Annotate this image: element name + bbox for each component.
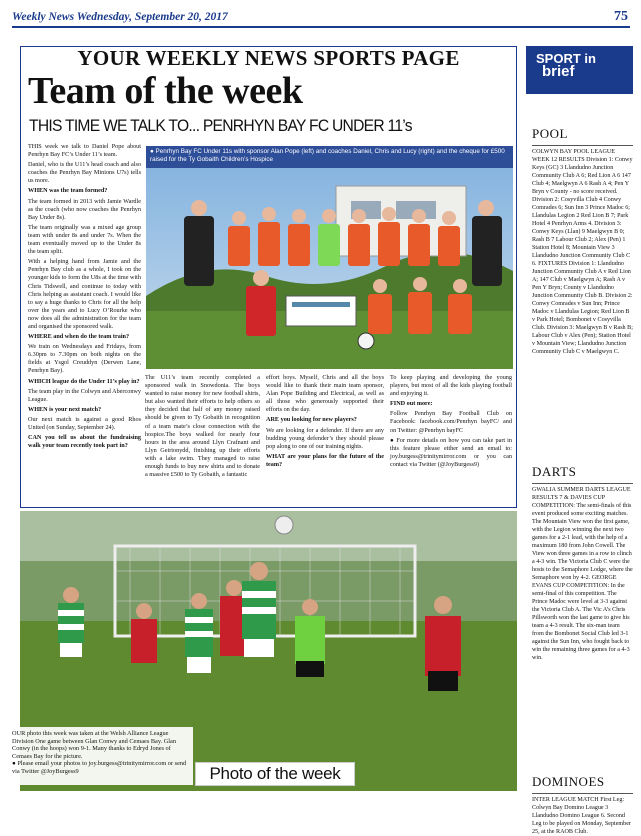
match-photo-caption bbox=[8, 727, 193, 785]
article-column-4 bbox=[390, 374, 512, 504]
article-paragraph: The team formed in 2013 with Jamie Wardle as the coach (who now coaches the Penrhyn Bay Under 8s). bbox=[28, 197, 141, 221]
team-photo-caption: ● Penrhyn Bay FC Under 11s with sponsor Alan Pope (left) and coaches Daniel, Chris and Lucy (right) and the cheque for £500 raised for the Ty Gobaith Children’s Hospice bbox=[146, 146, 513, 168]
darts-section bbox=[532, 464, 633, 662]
article-column-1 bbox=[28, 143, 141, 503]
team-photo-image bbox=[146, 146, 513, 369]
article-paragraph: The team originally was a mixed age group team with under 8s and under 7s. When the team eventually moved up to the Under 8s the team split. bbox=[28, 223, 141, 256]
photo-submission-note: ● Please email your photos to joy.burgess@trinitymirror.com or send via Twitter @JoyBurgess9 bbox=[12, 760, 187, 775]
pool-heading: POOL bbox=[532, 126, 568, 141]
dominoes-body: INTER LEAGUE MATCH First Leg: Colwyn Bay Domino League 3 Llandudno Domino League 6. Second Leg to be played on Monday, September 25, at the RAOB Club. bbox=[532, 797, 631, 835]
tag-line-1: SPORT in bbox=[536, 51, 596, 66]
sport-in-brief-sidebar bbox=[526, 46, 633, 835]
article-question: WHERE and when do the team train? bbox=[28, 333, 130, 341]
article-question: WHEN is your next match? bbox=[28, 405, 102, 413]
section-divider bbox=[532, 145, 633, 146]
article-paragraph: THIS week we talk to Daniel Pope about Penrhyn Bay FC’s Under 11’s team. bbox=[28, 143, 141, 159]
article-column-3 bbox=[266, 374, 384, 504]
article-paragraph: effort boys. Myself, Chris and all the boys would like to thank their main team sponsor, Alan Pope Building and Electrical, as well as all those who generously supported their efforts on the day. bbox=[266, 374, 384, 414]
sports-banner: YOUR WEEKLY NEWS SPORTS PAGE bbox=[77, 46, 460, 70]
article-paragraph: To keep playing and developing the young players, but most of all the kids playing football and enjoying it. bbox=[390, 374, 512, 398]
strapline: THIS TIME WE TALK TO... PENRHYN BAY FC UNDER 11’s bbox=[29, 116, 412, 135]
article-paragraph: The U11’s team recently completed a sponsored walk in Snowdonia. The boys wanted to raise money for new football shirts, but also wanted their efforts to help others so they decided that half of any money raised should be given to Ty Gobaith in recognition of a team mate’s close connection with the hospice.The boys walked for nearly four hours in the area around Llyn Crafnant and Llyn Geirionydd, finishing up their efforts with a lake swim. They managed to raise enough funds to buy new shirts and to donate a massive £500 to Ty Gobaith, a fantastic bbox=[145, 374, 260, 479]
article-question: ARE you looking for new players? bbox=[266, 416, 357, 424]
article-question: CAN you tell us about the fundraising walk your team recently took part in? bbox=[28, 434, 141, 450]
article-column-2 bbox=[145, 374, 260, 504]
article-paragraph: ● For more details on how you can take part in this feature please either send an email to: joy.burgess@trinitymirror.com or you can contact via Twitter (@JoyBurgess9) bbox=[390, 436, 512, 468]
article-question: WHICH league do the Under 11’s play in? bbox=[28, 377, 140, 385]
dominoes-section bbox=[532, 774, 633, 836]
article-paragraph: Follow Penrhyn Bay Football Club on Facebook: facebook.com/Penrhyn bayFC/ and on Twitter: @Penrhyn bayFC bbox=[390, 410, 512, 434]
photo-of-the-week-label: Photo of the week bbox=[195, 762, 355, 786]
article-paragraph: We train on Wednesdays and Fridays, from 6.30pm to 7.30pm on both nights on the fields at Ysgol Creuddyn (Derwen Lane, Penrhyn Bay). bbox=[28, 343, 141, 375]
article-question: WHAT are your plans for the future of the team? bbox=[266, 452, 384, 468]
headline: Team of the week bbox=[28, 70, 303, 112]
pool-section bbox=[532, 126, 633, 356]
page-header bbox=[12, 8, 630, 28]
tag-line-2: brief bbox=[542, 63, 575, 80]
pool-body: COLWYN BAY POOL LEAGUE WEEK 12 RESULTS Division 1: Conwy Keys (GC) 3 Llandudno Junction Community Club A 6; Red Lion A 6 147 Club 4; Maelgwyn A 6 Rash A 4; Pen Y Bryn v County - no score received. Division 2: Cosyvilla Club 4 Conwy Comrades 6; Sun Inn 3 Prince Madoc 6; Llandulas Legion 2 Red Lion B 7; Park Hotel 4 Penrhyn Arms 4. Division 3: Conwy Keys (Llan) 9 Maelgwyn B 0; Rash B 7 Labour Club 2; Alex (Pen) 1 Station Hotel 8; Mountain View 3 Llandudno Junction Community Club C 6. FIXTURES Division 1: Llandudno Junction Community Club A v Red Lion A; 147 Club v Maelgwyn A; Rash A v Pen Y Bryn; County v Llandudno Junction Community Club B. Division 2: Conwy Comrades v Sun Inn; Prince Madoc v Llandulas Legion; Red Lion B v Park Hotel; Bombonet v Cosyvilla Club. Division 3: Maelgwyn B v Rash B; Labour Club v Alex (Pen); Station Hotel v Mountain View; Llandudno Junction Community Club C v Maelgwyn C. bbox=[532, 149, 633, 355]
article-paragraph: Daniel, who is the U11’s head coach and also coaches the Penrhyn Bay Minions U7s) tells us more. bbox=[28, 161, 141, 185]
publication-date: Weekly News Wednesday, September 20, 2017 bbox=[12, 11, 228, 23]
section-divider bbox=[532, 483, 633, 484]
team-photo bbox=[146, 146, 513, 369]
article-paragraph: With a helping hand from Jamie and the Penrhyn Bay club as a whole, I took on the younger kids to form the U8s at the time with Chris Tidswell, and continue to today with Chris helping as assistant coach. I would like to say a huge thanks to Chris for all the help over the years and to Lucy O’Rourke who now does all the administration for the team and organised the sponsored walk. bbox=[28, 258, 141, 330]
article-paragraph: Our next match is against a good Rhos United (on Sunday, September 24). bbox=[28, 415, 141, 431]
article-question: FIND out more: bbox=[390, 400, 433, 408]
page-number: 75 bbox=[614, 9, 628, 24]
article-paragraph: The team play in the Colwyn and Aberconwy League. bbox=[28, 387, 141, 403]
sport-in-brief-tag bbox=[526, 46, 633, 94]
darts-body: GWALIA SUMMER DARTS LEAGUE RESULTS 7 & DAVIES CUP COMPETITION: The semi-finals of this event produced some exciting matches. The Mountain View won the first game, with the Legion winning the next two games for a 2-1 lead, with the help of a maximum 180 from John Cowell. The View won three games in a row to clinch a 4-3 win. The Victoria Club C were the hosts to the Semaphore Lodge, where the Semaphore won by 4-2. GEORGE EVANS CUP COMPETITION: In the semi-final of this competition. The Prince Madoc were level at 3-3 against the Victoria Club A. The Vic A’s Chris Pillsworth won the last game to give his team a 4-3 result. The six-man team from the Bombonet Social Club led 3-1 against the Sun Inn, who fought back to win the remaining three games for a 4-3 win. bbox=[532, 487, 633, 661]
article-paragraph: We are looking for a defender. If there are any budding young defender’s they should please pop along to one of our training nights. bbox=[266, 426, 384, 450]
article-question: WHEN was the team formed? bbox=[28, 187, 108, 195]
darts-heading: DARTS bbox=[532, 464, 577, 479]
section-divider bbox=[532, 793, 633, 794]
dominoes-heading: DOMINOES bbox=[532, 774, 605, 789]
match-photo-caption-text: OUR photo this week was taken at the Welsh Alliance League Division One game between Glan Conwy and Cemaes Bay. Glan Conwy (in the hoops) won 9-1. Many thanks to Edryd Jones of Cemaes Bay for the picture. bbox=[12, 730, 176, 760]
